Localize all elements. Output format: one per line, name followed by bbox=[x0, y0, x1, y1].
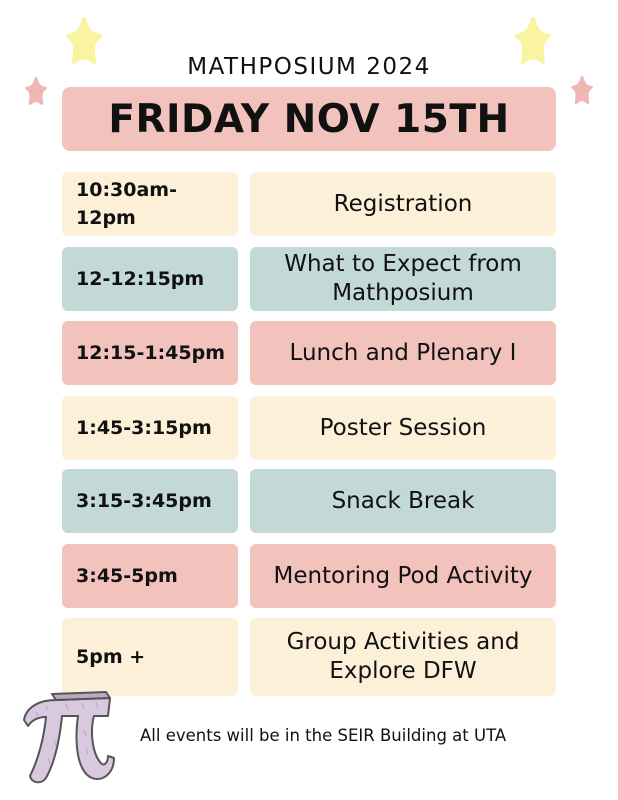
time-cell bbox=[62, 396, 238, 460]
event-cell bbox=[250, 469, 556, 533]
event-label: Snack Break bbox=[331, 487, 475, 514]
event-label: What to Expect from Mathposium bbox=[284, 251, 522, 306]
event-cell bbox=[250, 247, 556, 311]
event-subtitle: MATHPOSIUM 2024 bbox=[187, 54, 431, 80]
time-cell bbox=[62, 172, 238, 236]
time-cell bbox=[62, 469, 238, 533]
date-banner bbox=[62, 87, 556, 151]
pi-icon bbox=[16, 690, 116, 790]
venue-note: All events will be in the SEIR Building at UTA bbox=[140, 726, 507, 745]
event-cell bbox=[250, 172, 556, 236]
event-cell bbox=[250, 321, 556, 385]
time-label: 3:15-3:45pm bbox=[76, 490, 212, 512]
event-label: Lunch and Plenary I bbox=[289, 339, 517, 366]
time-label: 10:30am- 12pm bbox=[76, 179, 177, 229]
event-label: Group Activities and Explore DFW bbox=[286, 629, 520, 684]
pink-star-icon bbox=[18, 76, 54, 110]
event-label: Registration bbox=[333, 190, 473, 217]
time-label: 12:15-1:45pm bbox=[76, 342, 226, 364]
time-label: 1:45-3:15pm bbox=[76, 417, 212, 439]
event-cell bbox=[250, 396, 556, 460]
time-cell bbox=[62, 321, 238, 385]
time-cell bbox=[62, 247, 238, 311]
event-cell bbox=[250, 544, 556, 608]
time-cell bbox=[62, 544, 238, 608]
pink-star-icon bbox=[564, 75, 600, 109]
page-title: FRIDAY NOV 15TH bbox=[108, 96, 510, 142]
event-cell bbox=[250, 618, 556, 696]
event-label: Poster Session bbox=[319, 414, 487, 441]
time-label: 3:45-5pm bbox=[76, 565, 178, 587]
event-label: Mentoring Pod Activity bbox=[273, 562, 533, 589]
time-label: 12-12:15pm bbox=[76, 268, 205, 290]
time-label: 5pm + bbox=[76, 646, 146, 668]
time-cell bbox=[62, 618, 238, 696]
